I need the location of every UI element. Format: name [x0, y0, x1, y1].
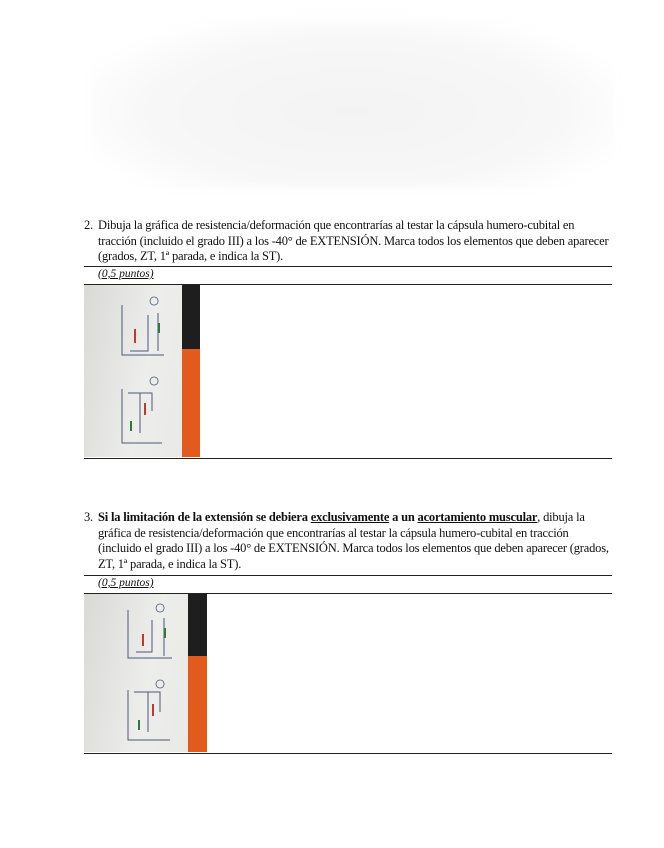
question-3-number: 3.: [84, 510, 93, 524]
answer-2-box-bottom: [84, 458, 612, 459]
answer-3-box-bottom: [84, 753, 612, 754]
question-2-text: Dibuja la gráfica de resistencia/deformación que encontrarías al testar la cápsula humero-cubital en tracción (incluido el grado III) a los -40° de EXTENSIÓN. Marca todos los elementos que deben aparecer (grados, ZT, 1ª parada, e indica la ST).: [98, 218, 609, 263]
question-3-rest: , dibuja la gráfica de resistencia/deformación que encontrarías al testar la cápsula humero-cubital en tracción (incluido el grado III) a los -40° de EXTENSIÓN. Marca todos los elementos que deben aparecer (grados, ZT, 1ª parada, e indica la ST).: [98, 510, 609, 571]
question-3-underline-2: acortamiento muscular: [417, 510, 538, 524]
question-3-underline-1: exclusivamente: [310, 510, 390, 524]
question-2-points: (0,5 puntos): [98, 268, 154, 280]
dark-strip: [188, 594, 207, 656]
orange-strip: [182, 349, 200, 457]
answer-3-photo: [84, 594, 207, 752]
answer-2-top-rule: [84, 266, 612, 267]
question-3-bold-mid: a un: [389, 510, 418, 524]
erased-region: [92, 18, 614, 188]
handwritten-graphs: [120, 600, 184, 748]
question-2: [84, 218, 612, 265]
question-3-bold-lead: Si la limitación de la extensión se debiera: [98, 510, 311, 524]
answer-2-photo: [84, 285, 200, 457]
answer-3-top-rule: [84, 575, 612, 576]
orange-strip: [188, 656, 207, 752]
question-3: [84, 510, 612, 572]
dark-strip: [182, 285, 200, 349]
question-3-text: [98, 510, 612, 572]
question-3-points: (0,5 puntos): [98, 577, 154, 589]
question-2-number: 2.: [84, 218, 93, 232]
handwritten-graphs: [114, 293, 176, 453]
